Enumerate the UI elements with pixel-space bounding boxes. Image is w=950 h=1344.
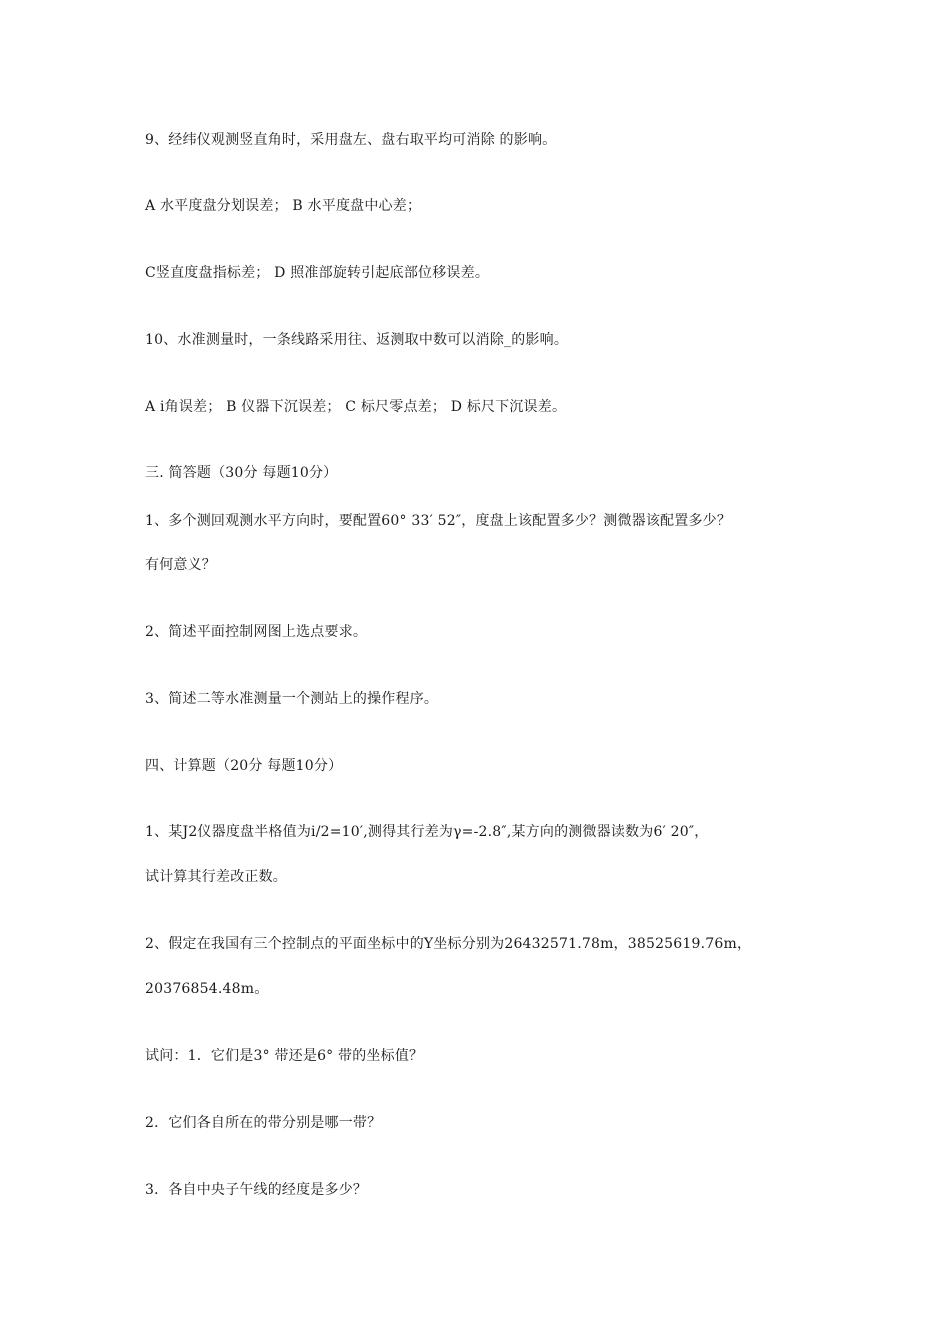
short-answer-2: 2、简述平面控制网图上选点要求。	[145, 624, 368, 640]
short-answer-3: 3、简述二等水准测量一个测站上的操作程序。	[145, 691, 439, 707]
section-3-heading: 三. 简答题（30分 每题10分）	[145, 465, 338, 481]
calc-1-line1: 1、某J2仪器度盘半格值为i/2=10′,测得其行差为γ=-2.8″,某方向的测微器读数为6′ 20″，	[145, 824, 709, 840]
calc-2-line1: 2、假定在我国有三个控制点的平面坐标中的Y坐标分别为26432571.78m，38525619.76m，	[145, 936, 752, 952]
calc-2-question-1: 试问：1．它们是3° 带还是6° 带的坐标值？	[145, 1048, 424, 1064]
section-4-heading: 四、计算题（20分 每题10分）	[145, 758, 343, 774]
short-answer-1-line1: 1、多个测回观测水平方向时，要配置60° 33′ 52″，度盘上该配置多少？测微器该配置多少？	[145, 513, 732, 529]
question-9-options-ab: A 水平度盘分划误差； B 水平度盘中心差；	[145, 198, 422, 214]
calc-1-line2: 试计算其行差改正数。	[145, 869, 287, 885]
calc-2-question-3: 3．各自中央子午线的经度是多少？	[145, 1182, 368, 1198]
question-9-text: 9、经纬仪观测竖直角时，采用盘左、盘右取平均可消除 的影响。	[145, 132, 557, 148]
question-10-options: A i角误差； B 仪器下沉误差； C 标尺零点差； D 标尺下沉误差。	[145, 399, 567, 415]
question-10-text: 10、水准测量时，一条线路采用往、返测取中数可以消除_的影响。	[145, 332, 569, 348]
calc-2-question-2: 2．它们各自所在的带分别是哪一带？	[145, 1115, 382, 1131]
short-answer-1-line2: 有何意义？	[145, 557, 216, 573]
question-9-options-cd: C竖直度盘指标差； D 照准部旋转引起底部位移误差。	[145, 265, 490, 281]
calc-2-line2: 20376854.48m。	[145, 981, 269, 997]
